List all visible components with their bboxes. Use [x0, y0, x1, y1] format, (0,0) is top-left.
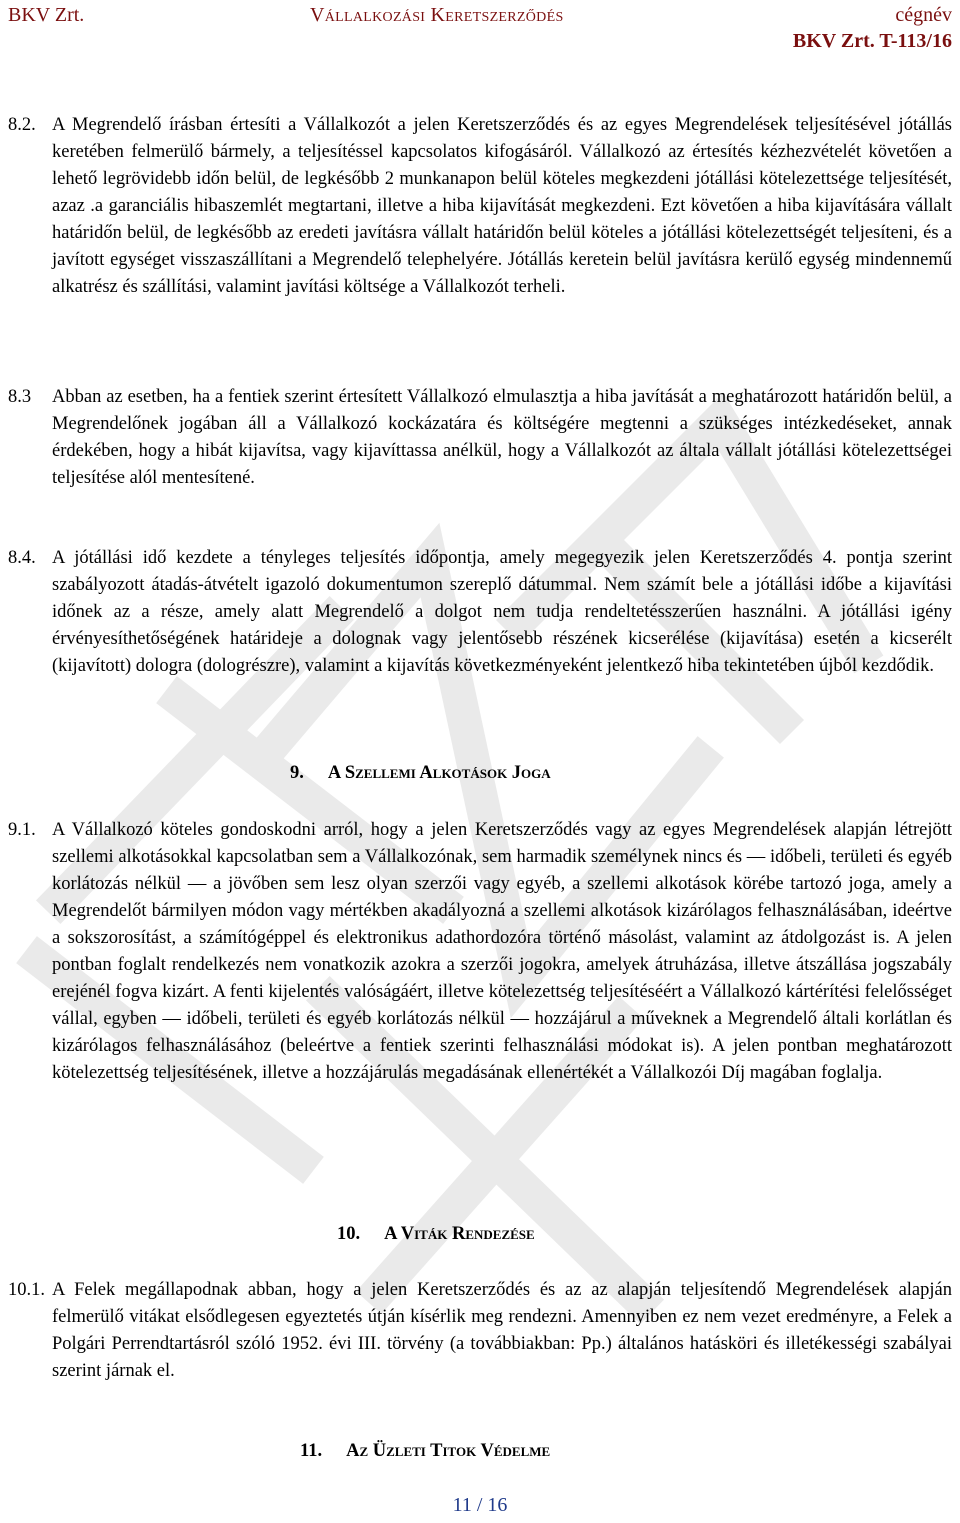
section-9-1 — [8, 817, 952, 1087]
section-text: A Felek megállapodnak abban, hogy a jelen Keretszerződés és az az alapján teljesítendő Megrendelések alapján felmerülő vitákat elsődlegesen egyeztetés útján kísérlik meg rendezni. Amennyiben ez nem vezet eredményre, a Felek a Polgári Perrendtartásról szóló 1952. évi III. törvény (a továbbiakban: Pp.) általános hatásköri és illetékességi szabályai szerint járnak el. — [52, 1280, 952, 1381]
section-8-2 — [8, 112, 952, 301]
heading-title: Az Üzleti Titok Védelme — [346, 1441, 551, 1461]
header-doc-id: BKV Zrt. T-113/16 — [792, 30, 952, 52]
section-number: 9.1. — [8, 820, 36, 840]
section-text: A Megrendelő írásban értesíti a Vállalkozót a jelen Keretszerződés és az egyes Megrendelések teljesítésével jótállás keretében felmerülő bármely, a teljesítéssel kapcsolatos kifogásáról. Vállalkozó az értesítés kézhezvételét követően a lehető legrövidebb időn belül, de legkésőbb 2 munkanapon belül köteles megkezdeni jótállási kötelezettsége teljesítését, azaz .a garanciális hibaszemlét megtartani, illetve a hiba kijavítását megkezdeni. Ezt követően a hiba kijavítására vállalt határidőn belül, de legkésőbb az eredeti javításra vállalt határidőn belül köteles a jótállási kötelezettségét teljesíteni, és a javított egységet visszaszállítani a Megrendelő telephelyére. Jótállás keretein belül javításra kerülő egység mindennemű alkatrész és szállítási, valamint javítási költsége a Vállalkozót terheli. — [52, 115, 952, 297]
heading-number: 11. — [300, 1441, 323, 1461]
heading-11 — [300, 1441, 550, 1462]
section-10-1 — [8, 1277, 952, 1385]
section-text: A jótállási idő kezdete a tényleges teljesítés időpontja, amely megegyezik jelen Keretszerződés 4. pontja szerint szabályozott átadás-átvételt igazoló dokumentumon szereplő dátummal. Nem számít bele a jótállási időbe a kijavítási időnek az a része, amely alatt Megrendelő a dolgot nem tudja rendeltetésszerűen használni. A jótállási igény érvényesíthetőségének határideje a dolognak vagy jelentősebb részének kicserélése (kijavítása) esetén a kicserélt (kijavított) dologra (dologrészre), valamint a kijavítás következményeként jelentkező hiba tekintetében újból kezdődik. — [52, 548, 952, 676]
section-number: 10.1. — [8, 1280, 45, 1300]
section-number: 8.2. — [8, 115, 36, 135]
page-number: 11 / 16 — [452, 1494, 508, 1516]
heading-9 — [290, 763, 551, 784]
heading-number: 9. — [290, 763, 304, 783]
heading-title: A Szellemi Alkotások Joga — [327, 763, 551, 783]
header-company: BKV Zrt. — [8, 4, 85, 26]
section-text: A Vállalkozó köteles gondoskodni arról, hogy a jelen Keretszerződés vagy az egyes Megrendelések alapján létrejött szellemi alkotásokkal kapcsolatban sem a Vállalkozónak, sem harmadik személynek nincs és — időbeli, területi és egyéb korlátozás nélkül — a jövőben sem lesz olyan szerzői vagy egyéb, a szellemi alkotások körébe tartozó joga, amely a Megrendelőt bármilyen módon vagy mértékben akadályozná a szellemi alkotások kizárólagos felhasználásában, ideértve a sokszorosítást, a számítógéppel és elektronikus adathordozóra történő másolást, valamint az átdolgozást is. A jelen pontban foglalt rendelkezés nem vonatkozik azokra a szerzői jogokra, amelyek átruházása, illetve átszállása jogszabály erejénél fogva kizárt. A fenti kijelentés valóságáért, illetve kötelezettség teljesítéséért a Vállalkozó kártérítési felelősséget vállal, egyben — időbeli, területi és egyéb korlátozás nélkül — hozzájárul a műveknek a Megrendelő általi korlátlan és kizárólagos felhasználásához (beleértve a fentiek szerinti felhasználási módokat is). A jelen pontban meghatározott kötelezettség teljesítésének, illetve a hozzájárulás megadásának ellenértékét a Vállalkozói Díj magában foglalja. — [52, 820, 952, 1083]
section-number: 8.4. — [8, 548, 36, 568]
section-8-3 — [8, 384, 952, 492]
header-placeholder: cégnév — [895, 4, 952, 26]
section-8-4 — [8, 545, 952, 680]
heading-10 — [337, 1224, 535, 1245]
heading-title: A Viták Rendezése — [384, 1224, 535, 1244]
section-number: 8.3 — [8, 387, 32, 407]
section-text: Abban az esetben, ha a fentiek szerint értesített Vállalkozó elmulasztja a hiba javítását a meghatározott határidőn belül, a Megrendelőnek jogában áll a Vállalkozó kockázatára és költségére megtenni a szükséges intézkedéseket, annak érdekében, hogy a hibát kijavítsa, vagy kijavíttassa anélkül, hogy a Vállalkozót az általa vállalt jótállási kötelezettségei teljesítése alól mentesítené. — [52, 387, 952, 488]
heading-number: 10. — [337, 1224, 361, 1244]
header-title: Vállalkozási Keretszerződés — [310, 4, 564, 26]
